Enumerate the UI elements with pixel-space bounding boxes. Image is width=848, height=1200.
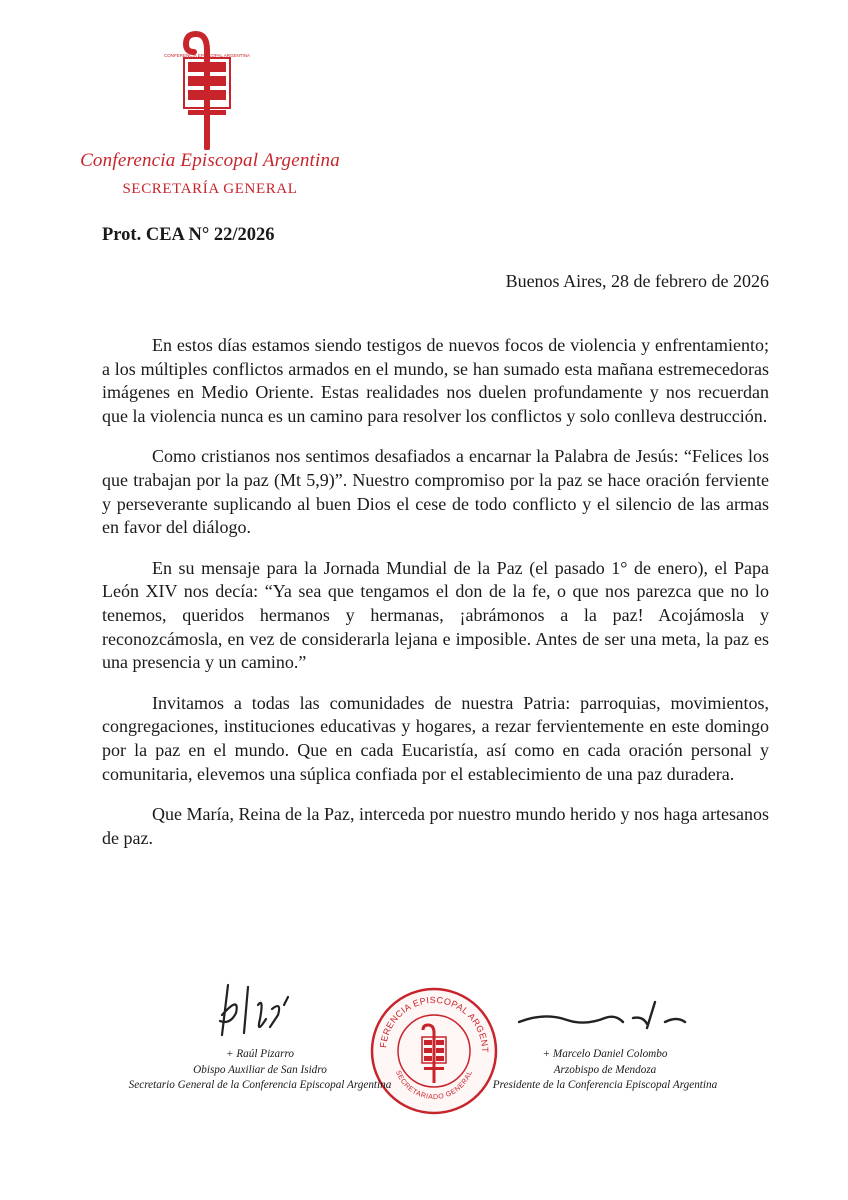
signature-pizarro <box>200 975 320 1045</box>
paragraph: Como cristianos nos sentimos desafiados a encarnar la Palabra de Jesús: “Felices los que trabajan por la paz (Mt 5,9)”. Nuestro compromiso por la paz se hace oración ferviente y perseverante suplicando al buen Dios el cese de todo conflicto y el silencio de las armas en favor del diálogo. <box>102 446 769 538</box>
crozier-shield-icon <box>164 28 250 150</box>
signatory-name: + Marcelo Daniel Colombo <box>542 1048 668 1060</box>
signatory-title: Presidente de la Conferencia Episcopal Argentina <box>492 1079 718 1091</box>
signatory-role: Arzobispo de Mendoza <box>553 1063 657 1076</box>
seal-inner-text: SECRETARIADO GENERAL <box>394 1069 474 1102</box>
signatory-right <box>470 1047 740 1094</box>
signatory-left <box>110 1047 410 1094</box>
letter-body <box>102 334 769 867</box>
seal-outer-text: FERENCIA EPISCOPAL ARGENT <box>378 994 491 1054</box>
paragraph: Que María, Reina de la Paz, interceda por nuestro mundo herido y nos haga artesanos de paz. <box>102 804 769 848</box>
department-name: SECRETARÍA GENERAL <box>122 181 298 197</box>
protocol-number: Prot. CEA N° 22/2026 <box>102 225 275 245</box>
signatory-role: Obispo Auxiliar de San Isidro <box>193 1063 327 1076</box>
organization-name: Conferencia Episcopal Argentina <box>80 150 340 171</box>
place-date: Buenos Aires, 28 de febrero de 2026 <box>505 271 769 291</box>
cea-logo <box>164 28 250 150</box>
logo-text: CONFERENCIA EPISCOPAL ARGENTINA <box>164 53 250 58</box>
signature-colombo <box>515 992 715 1037</box>
signatory-name: + Raúl Pizarro <box>225 1048 295 1060</box>
paragraph: En estos días estamos siendo testigos de nuevos focos de violencia y enfrentamiento; a los múltiples conflictos armados en el mundo, se han sumado esta mañana estremecedoras imágenes en Medio Oriente. Estas realidades nos duelen profundamente y nos recuerdan que la violencia nunca es un camino para resolver los conflictos y solo conlleva destrucción. <box>102 335 769 426</box>
signatory-title: Secretario General de la Conferencia Episcopal Argentina <box>128 1079 392 1091</box>
paragraph: En su mensaje para la Jornada Mundial de la Paz (el pasado 1° de enero), el Papa León XIV nos decía: “Ya sea que tengamos el don de la fe, o que nos parezca que no lo tenemos, queridos hermanos y hermanas, ¡abrámonos a la paz! Acojámosla y reconozcámosla, en vez de considerarla lejana e imposible. Antes de ser una meta, la paz es una presencia y un camino.” <box>102 557 769 673</box>
paragraph: Invitamos a todas las comunidades de nuestra Patria: parroquias, movimientos, congregaciones, instituciones educativas y hogares, a rezar fervientemente en este domingo por la paz en el mundo. Que en cada Eucaristía, así como en cada oración personal y comunitaria, elevemos una súplica confiada por el establecimiento de una paz duradera. <box>102 692 769 784</box>
